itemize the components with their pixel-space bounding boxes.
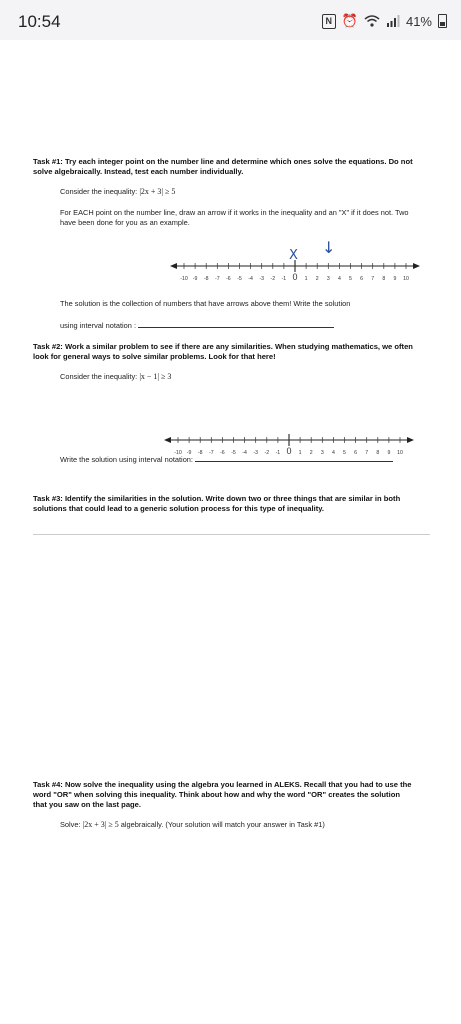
nl1-tick-label: 7 [371, 276, 375, 282]
nl1-tick-label: -2 [270, 276, 276, 282]
nl2-tick-label: 3 [320, 450, 324, 456]
task2-inequality: |x − 1| ≥ 3 [139, 372, 172, 381]
nl2-tick-label: 9 [387, 450, 391, 456]
handwritten-x-mark: X [289, 248, 298, 263]
nl1-tick-label: -9 [192, 276, 198, 282]
nl1-tick-label: -7 [214, 276, 220, 282]
nl1-tick-label: -8 [203, 276, 209, 282]
page-divider [33, 534, 430, 535]
nl1-tick-label: -10 [180, 276, 188, 282]
nl2-tick-label: -9 [186, 450, 192, 456]
task1-heading: Task #1: Try each integer point on the number line and determine which ones solve the equations. Do not solve algebraically. Instead, test each number individually. [33, 157, 413, 176]
task4-heading: Task #4: Now solve the inequality using the algebra you learned in ALEKS. Recall that you had to use the word "OR" when solving this inequality. Think about how and why the word "OR" creates the solution that you saw on the last page. [33, 780, 412, 809]
nl2-tick-label: 10 [397, 450, 403, 456]
status-bar [0, 0, 461, 40]
nl1-tick-label: 8 [382, 276, 386, 282]
task1-inequality: |2x + 3| ≥ 5 [139, 187, 176, 196]
task4-solve-label: Solve: [60, 820, 81, 829]
nl2-tick-label: 8 [376, 450, 380, 456]
wifi-icon [364, 15, 380, 27]
battery-percent: 41% [405, 13, 432, 29]
task3-heading: Task #3: Identify the similarities in the solution. Write down two or three things that are similar in both solutions that could lead to a generic solution process for this type of inequality. [33, 494, 401, 513]
task2-write-label: Write the solution using interval notation: [60, 455, 193, 464]
task4-solve-suffix: algebraically. (Your solution will match your answer in Task #1) [120, 820, 325, 829]
nl1-tick-label: 2 [315, 276, 319, 282]
nl1-tick-label: -6 [226, 276, 231, 282]
battery-icon [438, 14, 447, 28]
task1-answer-blank[interactable] [138, 320, 334, 328]
nl2-tick-label: -10 [174, 450, 182, 456]
nl1-tick-label: 6 [360, 276, 364, 282]
status-icons [322, 13, 447, 29]
nl2-tick-label: -7 [208, 450, 214, 456]
nl1-tick-label: 10 [403, 276, 409, 282]
nl2-tick-label: -1 [275, 450, 281, 456]
nl1-tick-label: -5 [237, 276, 242, 282]
nl1-tick-label: 4 [337, 276, 341, 282]
nl1-tick-label: -3 [259, 276, 265, 282]
task1-solution-line2 [60, 320, 420, 331]
nl2-tick-label: 2 [309, 450, 313, 456]
task4-solve-line [60, 820, 420, 830]
nl2-tick-label: 4 [331, 450, 335, 456]
nl2-tick-label: -6 [220, 450, 225, 456]
task2-write-line [60, 454, 420, 465]
number-line-1[interactable] [170, 258, 420, 286]
handwritten-arrow-mark: ↓ [322, 238, 336, 257]
task2-answer-blank[interactable] [195, 454, 393, 462]
nl1-tick-label: 3 [326, 276, 330, 282]
nl2-tick-label: 1 [298, 450, 302, 456]
task1-instruction: For EACH point on the number line, draw an arrow if it works in the inequality and an "X" if it does not. Two have been done for you as an example. [60, 208, 409, 227]
task2-consider-label: Consider the inequality: [60, 372, 138, 381]
nl2-tick-label: -5 [231, 450, 236, 456]
nl1-tick-label: -4 [248, 276, 253, 282]
task2-consider-line [60, 372, 420, 382]
task4-inequality: |2x + 3| ≥ 5 [82, 820, 119, 829]
signal-icon [386, 15, 400, 27]
nfc-icon: N [322, 14, 336, 29]
nl2-tick-label: 0 [286, 446, 292, 456]
alarm-icon: ⏰ [341, 13, 358, 28]
nl1-tick-label: 5 [349, 276, 352, 282]
nl2-tick-label: 5 [343, 450, 346, 456]
nl1-tick-label: 1 [304, 276, 308, 282]
nl2-tick-label: -2 [264, 450, 270, 456]
task2-heading: Task #2: Work a similar problem to see if there are any similarities. When studying mathematics, we often look for general ways to solve similar problems. Look for that here! [33, 342, 413, 361]
nl2-tick-label: 6 [354, 450, 358, 456]
task1-consider-label: Consider the inequality: [60, 187, 138, 196]
nl2-tick-label: -8 [197, 450, 203, 456]
clock: 10:54 [18, 12, 61, 31]
nl2-tick-label: -4 [242, 450, 247, 456]
task1-interval-label: using interval notation : [60, 321, 137, 330]
nl1-tick-label: 0 [292, 272, 298, 282]
nl2-tick-label: 7 [365, 450, 369, 456]
task1-consider-line [60, 187, 420, 197]
nl1-tick-label: -1 [281, 276, 287, 282]
nl1-tick-label: 9 [393, 276, 397, 282]
nl2-tick-label: -3 [253, 450, 259, 456]
task1-solution-line1: The solution is the collection of numbers that have arrows above them! Write the solution [60, 299, 351, 308]
